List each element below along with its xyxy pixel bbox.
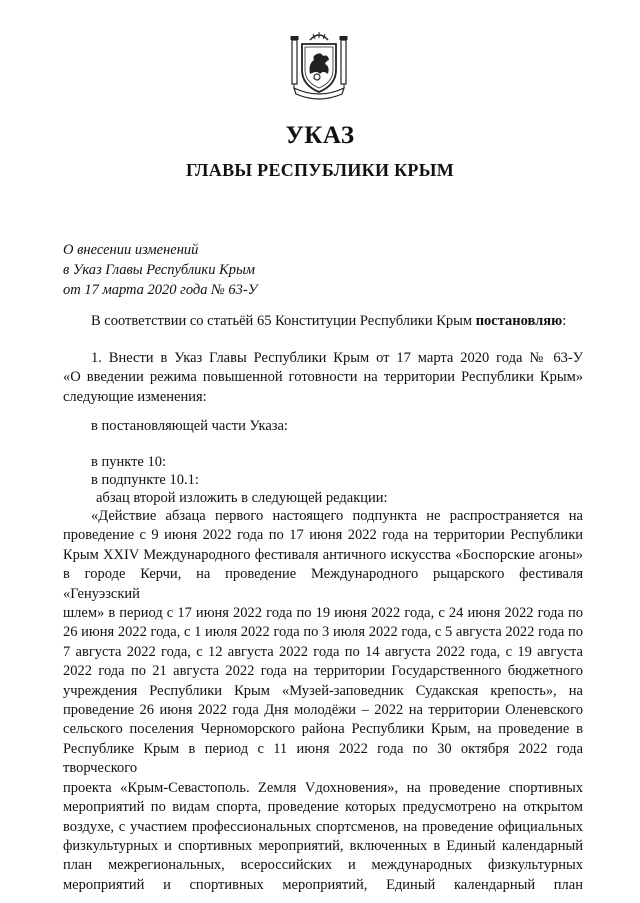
quote-line: «Действие абзаца первого настоящего подпункта не распространяется на: [91, 508, 583, 524]
quote-line: Республике Крым в период с 11 июня 2022 года по 30 октября 2022 года творческого: [63, 740, 583, 777]
item-1-line: «О введении режима повышенной готовности на территории Республики Крым»: [63, 369, 583, 386]
quote-line: учреждения Республики Крым «Музей-заповедник Судакская крепость», на: [63, 682, 583, 699]
quoted-paragraph: [63, 507, 583, 895]
subject-line: в Указ Главы Республики Крым: [63, 262, 256, 278]
preamble-decree-word: постановляю: [475, 313, 563, 329]
preamble-text: В соответствии со статьёй 65 Конституции Республики Крым: [91, 313, 476, 329]
quote-line: мероприятий и спортивных мероприятий, Единый календарный план: [63, 876, 583, 893]
preamble-paragraph: [91, 312, 566, 331]
preamble-end: :: [562, 313, 567, 329]
quote-line: план межрегиональных, всероссийских и международных физкультурных: [63, 857, 583, 874]
point-10-paragraph: в пункте 10:: [91, 454, 167, 470]
quote-line: мероприятий по видам спорта, проведение которых предусмотрено на открытом: [63, 799, 583, 816]
quote-line: в городе Керчи, на проведение Международного рыцарского фестиваля «Генуэзский: [63, 566, 583, 602]
quote-line: шлем» в период с 17 июня 2022 года по 19 июня 2022 года, с 24 июня 2022 года по: [63, 605, 583, 622]
item-1-line: 1. Внести в Указ Главы Республики Крым от 17 марта 2020 года № 63-У: [91, 350, 583, 366]
part-paragraph: в постановляющей части Указа:: [91, 418, 288, 434]
quote-line: 7 августа 2022 года, с 12 августа 2022 года по 14 августа 2022 года, с 19 августа: [63, 643, 583, 660]
quote-line: физкультурных и спортивных мероприятий, включенных в Единый календарный: [63, 837, 583, 854]
quote-line: сельского поселения Черноморского района Республики Крым, на проведение в: [63, 721, 583, 738]
quote-line: проекта «Крым-Севастополь. Zемля Vдохновения», на проведение спортивных: [63, 779, 583, 796]
quote-line: воздухе, с участием профессиональных спортсменов, на проведение официальных: [63, 818, 583, 835]
quote-line: проведение 26 июня 2022 года Дня молодёжи – 2022 на территории Оленевского: [63, 702, 583, 719]
abzac-paragraph: абзац второй изложить в следующей редакции:: [96, 490, 388, 506]
subpoint-paragraph: в подпункте 10.1:: [91, 472, 199, 488]
document-subject: [63, 240, 258, 300]
quote-line: проведение с 9 июня 2022 года по 17 июня 2022 года на территории Республики: [63, 527, 583, 544]
document-title: УКАЗ: [285, 122, 355, 149]
quote-line: 26 июня 2022 года, с 1 июля 2022 года по 3 июля 2022 года, с 5 августа 2022 года по: [63, 624, 583, 641]
item-1-paragraph: [63, 349, 583, 407]
subject-line: О внесении изменений: [63, 242, 199, 258]
document-subtitle: ГЛАВЫ РЕСПУБЛИКИ КРЫМ: [186, 160, 454, 180]
item-1-line: следующие изменения:: [63, 388, 207, 405]
quote-line: 2022 года по 21 августа 2022 года на территории Государственного бюджетного: [63, 663, 583, 680]
quote-line: Крым XXIV Международного фестиваля античного искусства «Боспорские агоны»: [63, 546, 583, 563]
subject-line: от 17 марта 2020 года № 63-У: [63, 282, 258, 298]
coat-of-arms-icon: [290, 30, 348, 100]
